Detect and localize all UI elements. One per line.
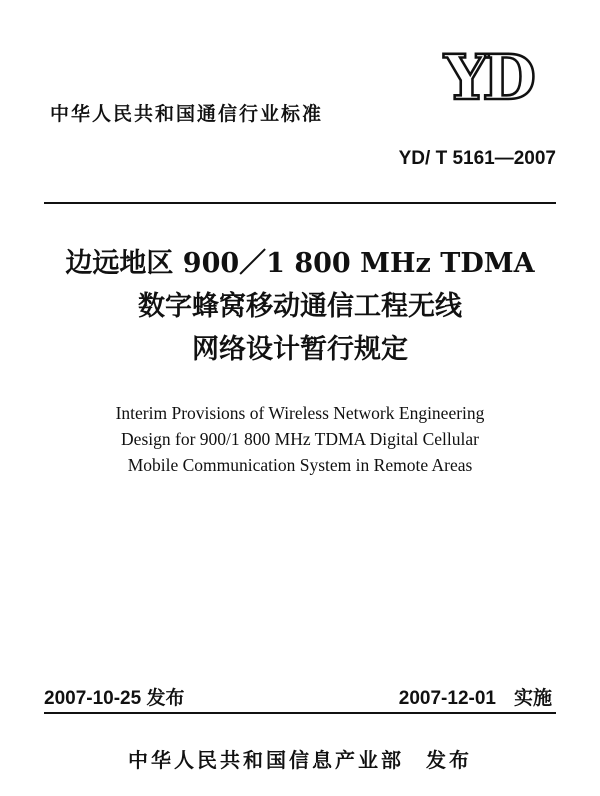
effective-label: 实施 [513,688,552,709]
issue-label: 发布 [146,688,185,709]
chinese-title-line: 边远地区 900／1 800 MHz TDMA [65,248,535,279]
issue-date: 2007-10-25 [44,688,142,709]
chinese-title-line: 数字蜂窝移动通信工程无线 [138,291,462,322]
issue-date-block [44,683,185,710]
publisher-name: 中华人民共和国信息产业部 [128,748,404,772]
bottom-divider [44,712,556,714]
english-title-line: Design for 900/1 800 MHz TDMA Digital Cellular [121,429,479,449]
publisher-line [0,744,600,773]
effective-date-block [399,683,552,710]
english-title-line: Mobile Communication System in Remote Areas [127,455,473,475]
english-title [0,400,600,478]
chinese-title [0,242,600,371]
english-title-line: Interim Provisions of Wireless Network Engineering [115,403,485,423]
chinese-title-line: 网络设计暂行规定 [192,334,408,365]
effective-date: 2007-12-01 [398,688,496,709]
top-divider [44,202,556,204]
publish-action: 发布 [426,748,472,772]
standard-type: 中华人民共和国通信行业标准 [50,103,324,125]
standard-code: YD/ T 5161—2007 [398,148,556,169]
yd-logo: YD [444,41,531,114]
